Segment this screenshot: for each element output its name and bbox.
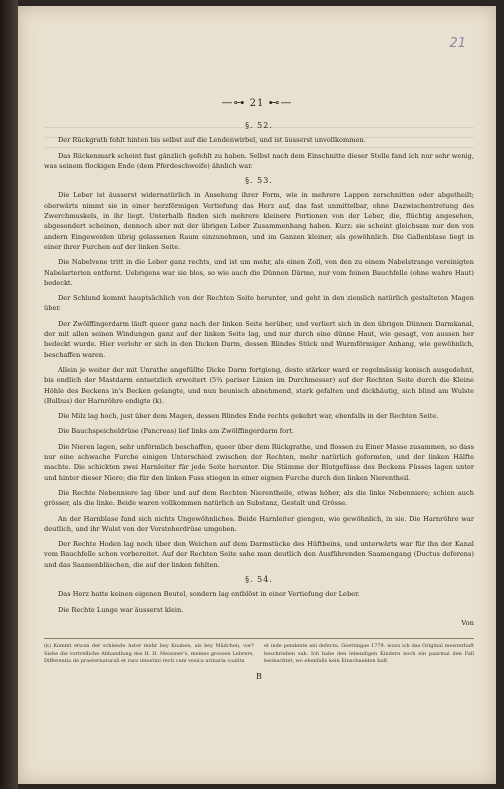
paragraph: Die Nieren lagen, sehr unförmlich beschaffen, queer über dem Rückgrathe, und flossen zu Einer Masse zusammen, so dass nur eine schwache Furche einigen Unterschied zwischen der Rechten, mehr natürlich geformten, und der linken Hälfte machte. Die schickten zwei Harnleiter für jede Seite herunter. Die Stämme der Blutgefässe des Beckens Füsses lagen unter und hinter dieser Niere; die für den linken Fuss stiegen in einer eignen Furche durch den linken Nierentheil. [44, 442, 474, 482]
section-52 [44, 121, 474, 171]
footnotes [44, 638, 474, 666]
footnote-left: (k) Kommt etwan der schlende Aster mehr bey Knaben, als bey Mädchen, vor? Siehe die vortrefliche Abhandlung des H. H. Meissner's, meines grossen Lehrers, Differentia de praeternaturali et raro intestini recti cum vesica urinaria coalitu [44, 643, 254, 665]
paragraph: Die Rechte Nebenniere lag über und auf dem Rechten Nierentheile, etwas höher, als die linke Nebenniere; schien auch grösser, als die linke. Beide waren vollkommen natürlich an Substanz, Gestalt und Grösse. [44, 488, 474, 508]
paragraph: Der Schlund kommt hauptsächlich von der Rechten Seite herunter, und geht in den ziemlich natürlich gestalteten Magen über. [44, 294, 474, 313]
paragraph: Der Rechte Hoden lag noch über den Weichen auf dem Darmstücke des Hüftbeins, und unterwärts war für ihn der Kanal vom Bauchfelle schon vorbereitet. Auf der Rechten Seite sahe man deutlich den Ausführenden Saamengang (Ductus deferens) und das Saamenbläschen, die auf der linken fehlten. [44, 540, 474, 569]
document-page [18, 6, 496, 784]
signature-mark: B [256, 671, 262, 681]
paragraph: Der Zwölffingerdarm läuft queer ganz nach der linken Seite herüber, und verliert sich in den übrigen Dünnen Darmkanal, der mit allen seinen Windungen ganz auf der linken Seite lag, und nur durch eine dünne Haut, wie gesagt, von aussen her bedeckt wurde. Hier verlohr er sich in den Dicken Darm, dessen Blindes Stück und Wurmförmiger Anhang, wie gewöhnlich, beschaffen waren. [44, 319, 474, 359]
section-heading: §. 54. [245, 574, 273, 584]
paragraph: Die Rechte Lunge war äusserst klein. [58, 605, 184, 614]
section-heading: §. 52. [245, 121, 273, 130]
paragraph: Die Milz lag hoch, just über dem Magen, dessen Blindes Ende rechts gekehrt war, ebenfalls in der Rechten Seite. [58, 412, 439, 421]
paragraph: Die Nabelvene tritt in die Leber ganz rechts, und ist um mehr, als einen Zoll, von den zu einem Nabelstrange vereinigten Nabelarterien entfernt. Uebrigens war sie blos, so wie auch die Dünnen Därme, nur vom feinen Bauchfelle (ohne wahre Haut) bedeckt. [44, 258, 474, 287]
page-number: 21 [249, 98, 265, 109]
page-body [44, 118, 474, 682]
catchword: Von [461, 618, 474, 627]
section-53 [44, 176, 474, 570]
book-spine [0, 0, 18, 789]
footnote-right: et inde pendente ani defectu. Goettingae 1779. wozu ich das Original meisterhaft beschrieben sah. Ich habe den lebendigen Kindern noch ein paarmal den Fall beobachtet, wo ebenfalls kein Einschneiden half. [264, 643, 474, 665]
header-ornament-right: ⊷— [268, 96, 293, 109]
section-54 [44, 575, 474, 615]
header-ornament-left: —⊶ [221, 96, 246, 109]
paragraph: Der Rückgrath fehlt hinten bis selbst auf die Lendenwirbel, und ist äusserst unvollkommen. [58, 136, 366, 145]
paragraph: Allein je weiter der mit Unrathe angefüllte Dicke Darm fortgieng, desto stärker ward er regelmässig konisch ausgedehnt, bis endlich der Mastdarm entsetzlich erweitert (5¾ pariser Linien im Durchmesser) auf der Rechten Seite durch die Kleine Höhle des Beckens in's Becken gelangte, und nun heunisch abnehmend, stark gefalten und dickhäutig, sich blind am Wulste (Bulbus) der Harnröhre endigte (k). [44, 365, 474, 405]
section-heading: §. 53. [245, 176, 273, 186]
paragraph: An der Harnblase fand sich nichts Ungewöhnliches. Beide Harnleiter giengen, wie gewöhnlich, in sie. Die Harnröhre war deutlich, und ihr Wulst von der Vorsteherdrüse umgeben. [44, 514, 474, 533]
page-header [18, 96, 496, 109]
paragraph: Das Herz hatte keinen eigenen Beutel, sondern lag entblöst in einer Vertiefung der Leber. [58, 590, 360, 599]
paragraph: Die Leber ist äusserst widernatürlich in Ansehung ihrer Form, wie in mehrere Lappen zerschnitten oder abgetheilt; oberwärts nimmt sie in einer herzförmigen Vertiefung das Herz auf, das fast unmittelbar, ohne Dazwischentretung des Zwerchmuskels, in ihr liegt. Unterhalb finden sich mehrere kleinere Portionen von der Leber, die, flüchtig angesehen, abgesondert scheinen, dennoch aber mit der übrigen Leber Zusammenhang haben. Kurz: sie scheint gleichsam nur den von andern Eingeweiden übrig gelassenen Raum einzunehmen, und im Ganzen kleiner, als gewöhnlich. Die Gallenblase liegt in einer ihrer Furchen auf der linken Seite. [44, 191, 474, 251]
page-number-annotation: 21 [449, 36, 466, 51]
paragraph: Die Bauchspeicheldrüse (Pancreas) lief links am Zwölffingerdarm fort. [58, 427, 294, 436]
paragraph: Das Rückenmark scheint fast gänzlich gefehlt zu haben. Selbst nach dem Einschnitte dieser Stelle fand ich nur sehr wenig, was seinem flockigen Ende (dem Pferdeschweife) ähnlich war. [44, 151, 474, 170]
